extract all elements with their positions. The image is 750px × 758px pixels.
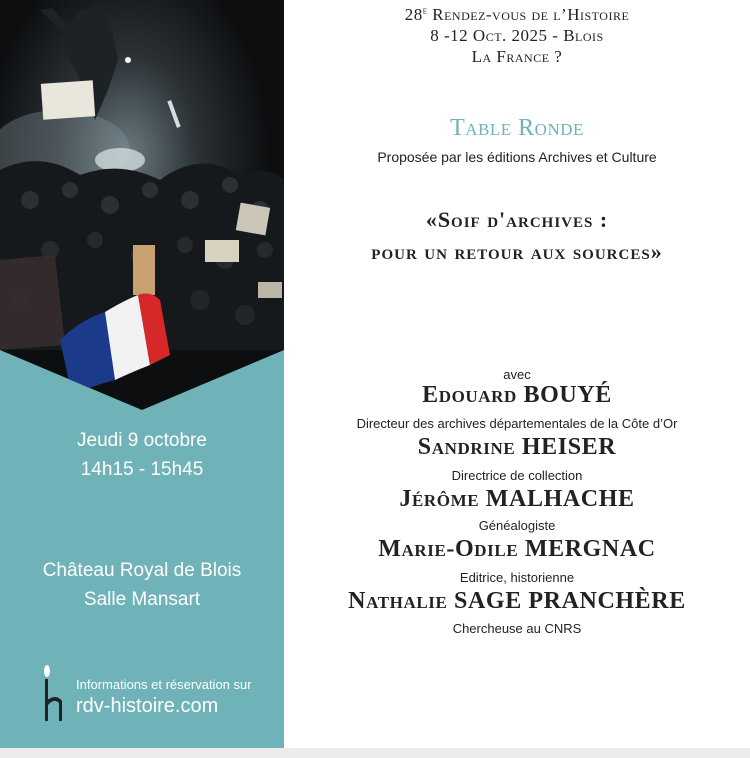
speaker-name: Jérôme MALHACHE xyxy=(399,486,635,512)
speaker-role: Chercheuse au CNRS xyxy=(452,621,582,636)
edition-superscript: e xyxy=(422,5,428,17)
bottom-strip xyxy=(0,748,750,758)
speaker-role: Editrice, historienne xyxy=(459,570,575,585)
left-panel xyxy=(0,0,284,748)
venue-place: Château Royal de Blois xyxy=(42,560,242,581)
speaker-name: Edouard BOUYÉ xyxy=(422,382,612,408)
protest-photo-illustration xyxy=(0,0,284,410)
speakers-intro: avec xyxy=(503,367,531,382)
speaker-name: Sandrine HEISER xyxy=(417,434,617,460)
right-panel xyxy=(284,0,750,748)
website-link[interactable]: rdv-histoire.com xyxy=(76,695,219,717)
candle-logo-icon xyxy=(38,663,68,723)
event-proposer: Proposée par les éditions Archives et Culture xyxy=(377,149,657,165)
event-type: Table Ronde xyxy=(450,115,584,141)
event-date: Jeudi 9 octobre xyxy=(77,430,207,451)
festival-dates: 8 -12 Oct. 2025 - Blois xyxy=(430,26,604,45)
event-title-line1: «Soif d'archives : xyxy=(425,207,609,232)
info-label: Informations et réservation sur xyxy=(76,677,252,692)
event-title-line2: pour un retour aux sources» xyxy=(371,239,663,264)
event-time: 14h15 - 15h45 xyxy=(80,459,204,480)
venue-room: Salle Mansart xyxy=(83,589,201,610)
speaker-name: Marie-Odile MERGNAC xyxy=(378,536,656,562)
festival-theme: La France ? xyxy=(471,47,563,66)
speaker-role: Directrice de collection xyxy=(451,468,583,483)
speaker-role: Directeur des archives départementales de la Côte d’Or xyxy=(356,416,678,431)
festival-edition xyxy=(284,5,750,25)
speaker-role: Généalogiste xyxy=(478,518,556,533)
edition-title: Rendez-vous de l’Histoire xyxy=(427,5,630,24)
speaker-name: Nathalie SAGE PRANCHÈRE xyxy=(348,588,686,614)
edition-number: 28 xyxy=(404,5,423,24)
protest-photo xyxy=(0,0,284,410)
